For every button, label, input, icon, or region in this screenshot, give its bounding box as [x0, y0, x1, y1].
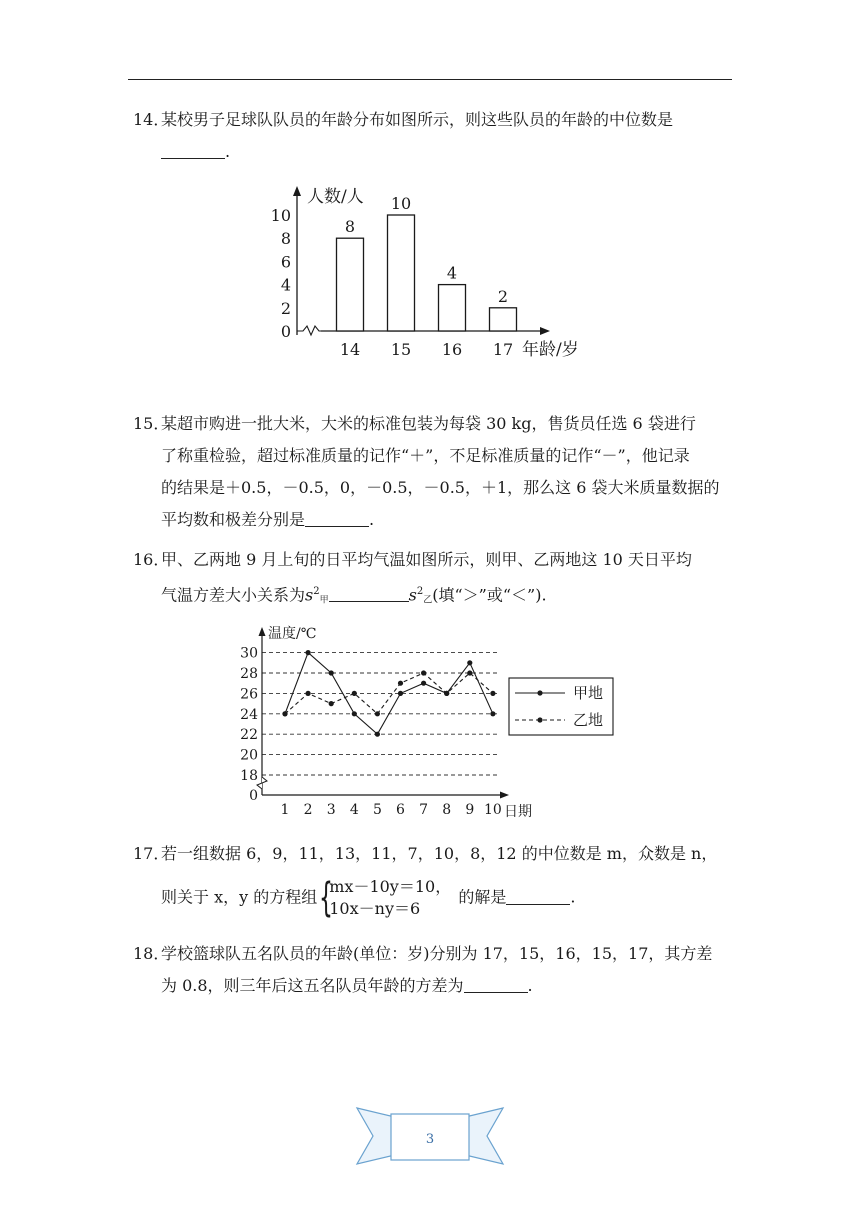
- question-text: 某校男子足球队队员的年龄分布如图所示，则这些队员的年龄的中位数是: [161, 110, 674, 129]
- answer-blank: [506, 886, 570, 905]
- y-axis-title: 温度/℃: [268, 626, 317, 642]
- data-point: [329, 701, 334, 706]
- axis-break: [257, 777, 267, 789]
- x-tick-label: 8: [442, 802, 452, 818]
- y-tick-label: 10: [270, 206, 291, 225]
- y-tick-label: 24: [240, 706, 258, 723]
- bar-data-label: 4: [446, 263, 458, 283]
- x-tick-label: 14: [339, 340, 361, 359]
- equation-system: [319, 876, 451, 920]
- y-tick-label: 22: [240, 727, 258, 744]
- y-tick-label: 8: [280, 229, 291, 249]
- question-16: 16．甲、乙两地 9 月上旬的日平均气温如图所示，则甲、乙两地这 10 天日平均 气温方差大小关系为$s^2_甲$ $s^2_乙$(填“＞”或“＜”).: [133, 544, 733, 616]
- x-axis-title: 年龄/岁: [522, 340, 579, 360]
- y-tick-label: 26: [240, 686, 258, 703]
- legend-marker: [537, 690, 542, 695]
- data-point: [375, 711, 380, 716]
- y-tick-label: 6: [280, 252, 291, 272]
- question-18: 18．学校篮球队五名队员的年龄(单位：岁)分别为 17，15，16，15，17，其方差 为 0.8，则三年后这五名队员年龄的方差为 .: [133, 938, 733, 1002]
- bar-data-label: 10: [390, 194, 412, 213]
- data-point: [282, 711, 287, 716]
- data-point: [490, 691, 495, 696]
- x-tick-label: 7: [419, 802, 429, 818]
- y-tick-label: 2: [280, 298, 291, 318]
- x-tick-label: 1: [280, 802, 290, 818]
- page-number: 3: [425, 1132, 435, 1147]
- data-point: [421, 670, 426, 675]
- x-axis-arrow: [500, 792, 509, 799]
- x-tick-label: 4: [349, 802, 359, 818]
- x-tick-label: 15: [390, 340, 412, 359]
- data-point: [352, 711, 357, 716]
- legend-label: 乙地: [573, 711, 604, 729]
- x-tick-label: 16: [441, 340, 463, 359]
- brace: {: [319, 875, 334, 921]
- x-tick-label: 17: [492, 340, 514, 359]
- y-tick-label: 0: [249, 788, 258, 804]
- equation-2: 10x－ny＝6: [329, 899, 421, 918]
- question-number: 18．: [133, 944, 170, 963]
- y-tick-label: 20: [240, 747, 258, 764]
- data-point: [306, 691, 311, 696]
- y-tick-label: 28: [240, 666, 258, 682]
- answer-blank: [464, 974, 528, 993]
- data-point: [398, 691, 403, 696]
- legend-marker: [537, 717, 542, 722]
- x-axis-title: 日期: [504, 804, 532, 820]
- x-tick-label: 9: [465, 802, 475, 818]
- bar-data-label: 2: [497, 286, 509, 306]
- data-point: [444, 691, 449, 696]
- answer-line: .: [133, 136, 733, 168]
- x-tick-label: 5: [372, 802, 382, 818]
- x-tick-label: 3: [326, 802, 336, 818]
- data-point: [329, 670, 334, 675]
- y-tick-label: 30: [240, 645, 258, 662]
- data-point: [352, 691, 357, 696]
- data-point: [398, 681, 403, 686]
- bar-data-label: 8: [344, 217, 356, 237]
- data-point: [490, 711, 495, 716]
- question-number: 16．: [133, 550, 170, 569]
- data-point: [421, 681, 426, 686]
- data-point: [467, 670, 472, 675]
- data-point: [306, 650, 311, 655]
- y-axis-arrow: [259, 627, 266, 636]
- answer-line: 气温方差大小关系为$s^2_甲$ $s^2_乙$(填“＞”或“＜”).: [161, 585, 547, 606]
- y-tick-label: 0: [280, 322, 291, 341]
- equation-1: mx－10y＝10，: [329, 877, 452, 896]
- x-tick-label: 2: [303, 802, 313, 818]
- data-point: [467, 660, 472, 665]
- y-tick-label: 4: [280, 275, 291, 295]
- x-tick-label: 10: [483, 802, 502, 818]
- legend-label: 甲地: [573, 684, 604, 702]
- question-number: 15．: [133, 414, 170, 433]
- answer-line: 平均数和极差分别是 .: [161, 510, 375, 529]
- question-17: 17．若一组数据 6，9，11，13，11，7，10，8，12 的中位数是 m，众数是 n， 则关于 x，y 的方程组 { mx－10y＝10， 10x－ny＝6 的解是 .: [133, 838, 733, 920]
- question-number: 14．: [133, 110, 170, 129]
- answer-line: 则关于 x，y 的方程组 { mx－10y＝10， 10x－ny＝6 的解是 .: [161, 875, 576, 921]
- page-number-ribbon: [355, 1104, 505, 1168]
- data-point: [375, 732, 380, 737]
- answer-line: 为 0.8，则三年后这五名队员年龄的方差为 .: [161, 976, 533, 995]
- y-axis-title: 人数/人: [307, 187, 364, 207]
- x-tick-label: 6: [396, 802, 405, 818]
- question-15: 15．某超市购进一批大米，大米的标准包装为每袋 30 kg，售货员任选 6 袋进行 了称重检验，超过标准质量的记作“＋”，不足标准质量的记作“－”，他记录 的结果是＋0.5，－0.5，0，－0.5，－0.5，＋1，那么这 6 袋大米质量数据的 平均数和极差分别是 .: [133, 408, 733, 536]
- y-tick-label: 18: [240, 768, 258, 784]
- question-number: 17．: [133, 844, 170, 863]
